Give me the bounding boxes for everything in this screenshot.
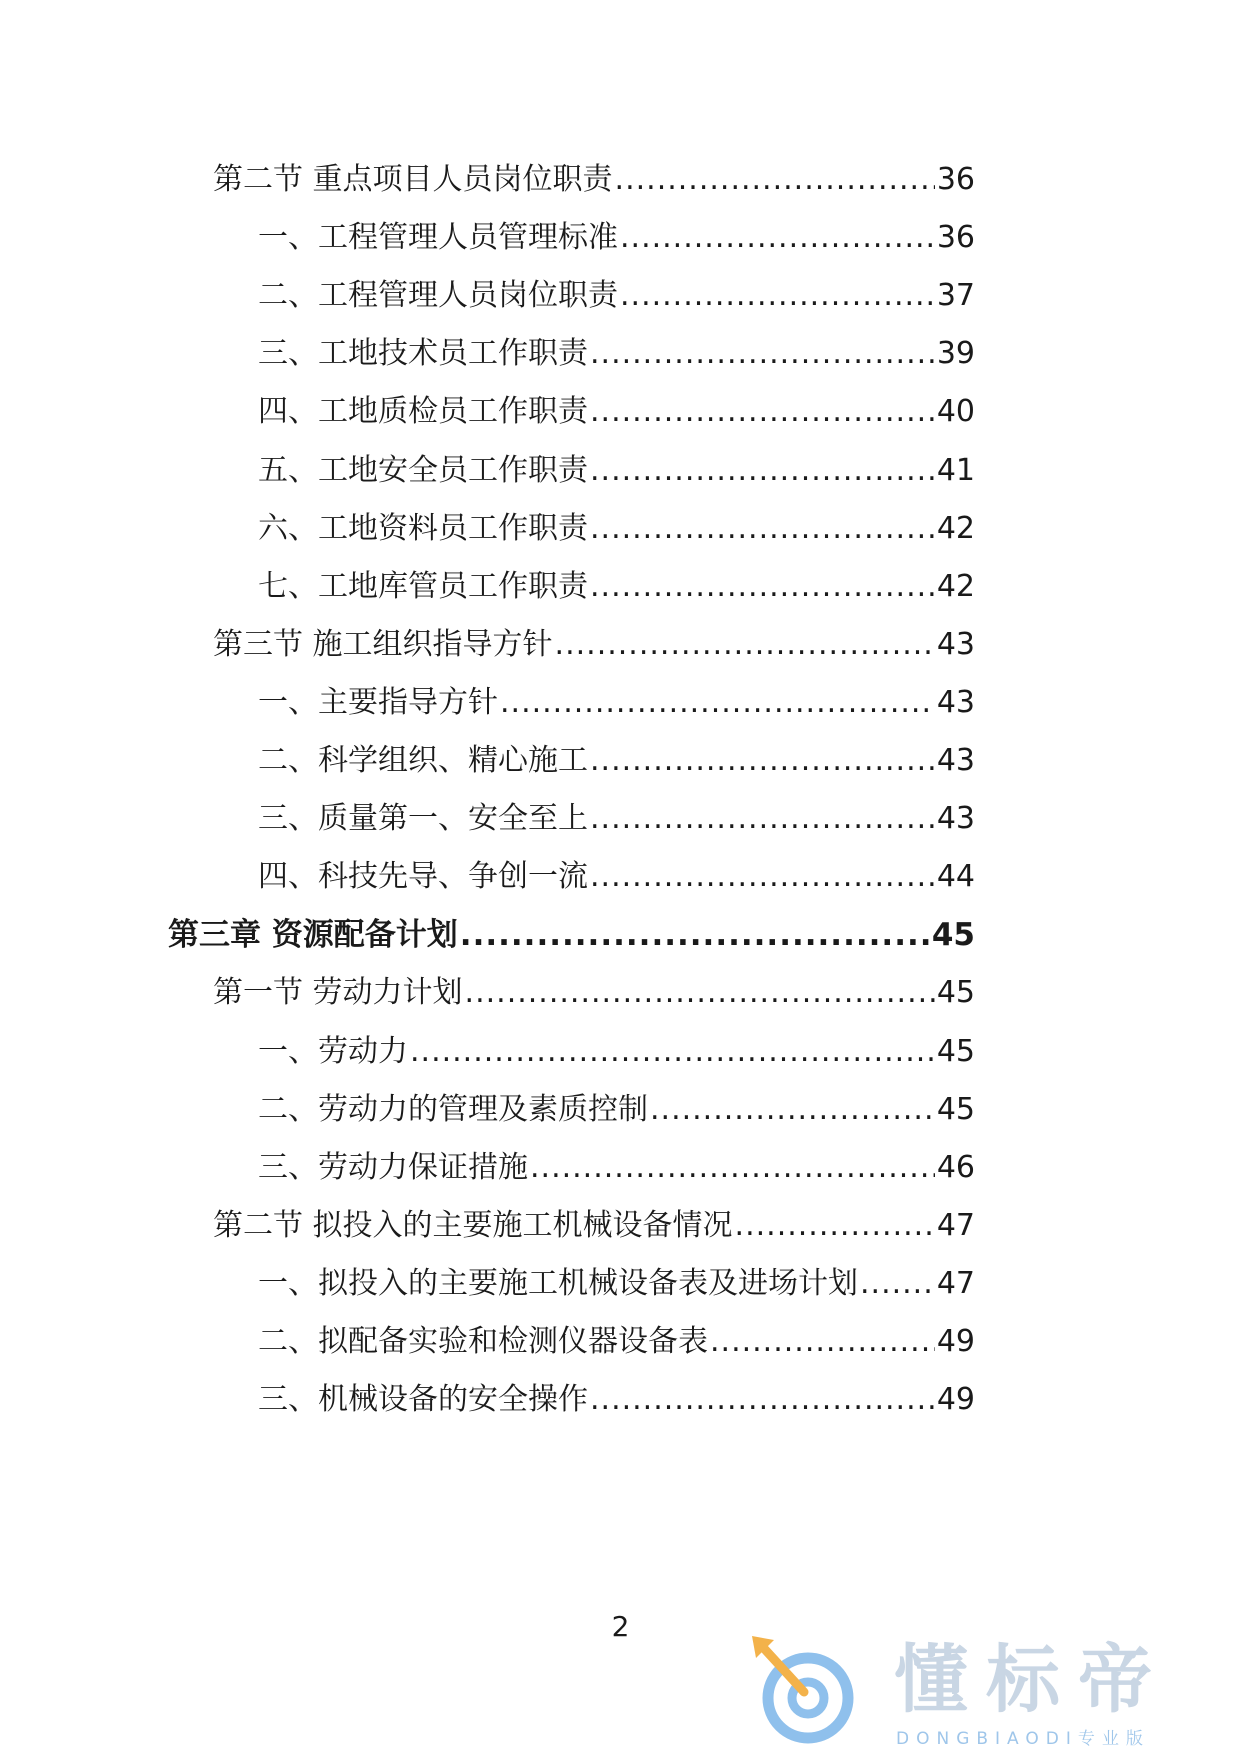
toc-entry-title: 四、科技先导、争创一流	[258, 859, 588, 895]
toc-dot-leader	[590, 799, 935, 839]
toc-entry-title: 七、工地库管员工作职责	[258, 568, 588, 604]
toc-dot-leader	[590, 334, 935, 374]
toc-entry[interactable]	[258, 276, 975, 316]
toc-dot-leader	[465, 973, 935, 1013]
toc-dot-leader	[590, 509, 935, 549]
toc-entry-page: 43	[936, 801, 975, 837]
toc-entry[interactable]	[258, 334, 975, 374]
toc-entry[interactable]	[168, 915, 975, 955]
target-logo-icon	[746, 1634, 866, 1749]
toc-entry-page: 43	[936, 743, 975, 778]
toc-entry-title: 第二节 重点项目人员岗位职责	[213, 162, 613, 197]
toc-dot-leader	[590, 857, 935, 897]
toc-entry-page: 44	[936, 859, 975, 895]
page-number: 2	[611, 1610, 630, 1643]
toc-dot-leader	[590, 392, 935, 432]
toc-entry-title: 二、工程管理人员岗位职责	[258, 278, 618, 314]
toc-entry[interactable]	[213, 160, 975, 200]
toc-entry-title: 三、质量第一、安全至上	[258, 801, 588, 837]
toc-entry[interactable]	[258, 1264, 975, 1304]
toc-dot-leader	[620, 218, 935, 258]
watermark-brand: 懂标帝	[894, 1637, 1170, 1723]
toc-entry[interactable]	[258, 857, 975, 897]
toc-entry-title: 一、工程管理人员管理标准	[258, 220, 618, 256]
toc-entry[interactable]	[258, 1322, 975, 1362]
toc-entry-page: 49	[936, 1382, 975, 1418]
toc-dot-leader	[860, 1264, 935, 1304]
toc-entry-page: 36	[936, 162, 975, 197]
toc-entry[interactable]	[258, 1032, 975, 1072]
toc-entry-title: 一、主要指导方针	[258, 684, 498, 720]
toc-entry-title: 五、工地安全员工作职责	[258, 452, 588, 488]
toc-entry[interactable]	[258, 567, 975, 607]
toc-entry-page: 41	[936, 452, 975, 488]
toc-entry-title: 二、拟配备实验和检测仪器设备表	[258, 1324, 708, 1359]
toc-entry-title: 四、工地质检员工作职责	[258, 394, 588, 430]
toc-entry-page: 47	[936, 1207, 975, 1243]
toc-entry[interactable]	[258, 451, 975, 491]
toc-dot-leader	[555, 625, 935, 665]
toc-entry-title: 第一节 劳动力计划	[213, 975, 463, 1011]
toc-entry-page: 47	[936, 1265, 975, 1301]
toc-dot-leader	[590, 741, 935, 781]
toc-entry-title: 三、劳动力保证措施	[258, 1149, 528, 1185]
toc-entry[interactable]	[258, 1090, 975, 1130]
toc-entry[interactable]	[258, 1148, 975, 1188]
toc-entry-title: 一、劳动力	[258, 1033, 408, 1069]
toc-entry-page: 42	[936, 510, 975, 546]
watermark-subtitle: DONGBIAODI专业版	[896, 1729, 1150, 1749]
toc-dot-leader	[620, 276, 935, 316]
toc-entry-page: 43	[936, 684, 975, 720]
toc-entry-page: 43	[936, 626, 975, 662]
toc-entry-page: 40	[936, 394, 975, 430]
toc-entry-title: 六、工地资料员工作职责	[258, 510, 588, 546]
toc-entry[interactable]	[258, 741, 975, 781]
toc-dot-leader	[590, 451, 935, 491]
toc-entry-title: 二、劳动力的管理及素质控制	[258, 1091, 648, 1127]
toc-entry-page: 45	[936, 1033, 975, 1069]
toc-dot-leader	[530, 1148, 935, 1188]
toc-dot-leader	[650, 1090, 935, 1130]
toc-entry-page: 36	[936, 220, 975, 256]
toc-entry-title: 三、机械设备的安全操作	[258, 1382, 588, 1418]
toc-entry-page: 45	[936, 975, 975, 1011]
toc-dot-leader	[710, 1322, 935, 1362]
toc-entry[interactable]	[258, 799, 975, 839]
toc-entry[interactable]	[213, 1206, 975, 1246]
toc-dot-leader	[735, 1206, 935, 1246]
toc-entry[interactable]	[213, 973, 975, 1013]
toc-entry[interactable]	[258, 683, 975, 723]
toc-entry-page: 42	[936, 568, 975, 604]
toc-entry-title: 一、拟投入的主要施工机械设备表及进场计划	[258, 1265, 858, 1301]
toc-entry[interactable]	[258, 392, 975, 432]
toc-entry-title: 第三节 施工组织指导方针	[213, 626, 553, 662]
toc-entry[interactable]	[258, 218, 975, 258]
toc-dot-leader	[590, 567, 935, 607]
toc-dot-leader	[460, 915, 930, 955]
toc-entry-page: 45	[931, 917, 975, 954]
toc-entry-title: 第三章 资源配备计划	[168, 917, 458, 954]
toc-entry-title: 二、科学组织、精心施工	[258, 743, 588, 778]
toc-entry-title: 第二节 拟投入的主要施工机械设备情况	[213, 1207, 733, 1243]
toc-entry[interactable]	[213, 625, 975, 665]
toc-entry-page: 46	[936, 1149, 975, 1185]
toc-entry[interactable]	[258, 1380, 975, 1420]
watermark	[746, 1634, 1226, 1749]
toc-entry[interactable]	[258, 509, 975, 549]
toc-entry-page: 49	[936, 1324, 975, 1359]
toc-dot-leader	[590, 1380, 935, 1420]
toc-entry-page: 39	[936, 336, 975, 372]
toc-dot-leader	[500, 683, 935, 723]
toc-entry-page: 37	[936, 278, 975, 314]
toc-dot-leader	[615, 160, 935, 200]
toc-entry-title: 三、工地技术员工作职责	[258, 336, 588, 372]
toc-dot-leader	[410, 1032, 935, 1072]
toc-entry-page: 45	[936, 1091, 975, 1127]
